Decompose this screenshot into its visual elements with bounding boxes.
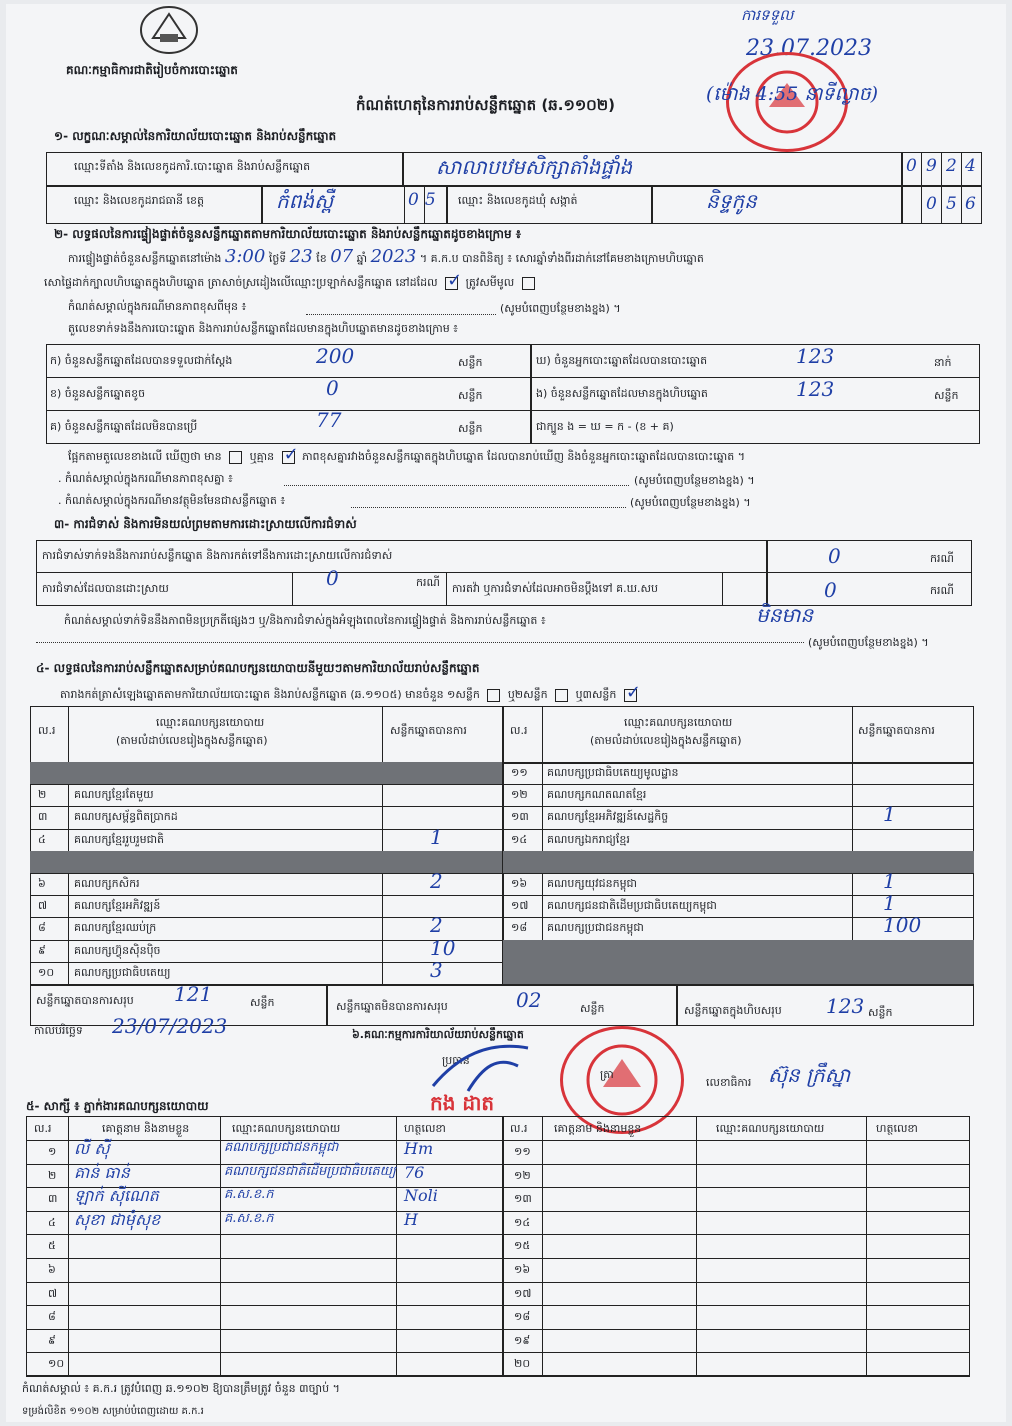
witness-name: គាន់ ធាន់ — [74, 1162, 130, 1182]
chair-signature — [428, 1036, 538, 1096]
party-row-name: គណបក្សកណតណតខ្មែរ — [547, 788, 647, 802]
party-row-votes: 10 — [430, 935, 456, 960]
section5-heading: ៥- សាក្សី ៖ ភ្នាក់ងារគណបក្សនយោបាយ — [26, 1099, 209, 1113]
col-party-right: ឈ្មោះគណបក្សនយោបាយ — [624, 716, 733, 729]
party-row-name: គណបក្សខ្មែរឈប់ក្រ — [74, 921, 157, 935]
count-c-value: 77 — [316, 408, 342, 432]
diff-no-checkbox[interactable] — [282, 451, 295, 464]
witness-row-no: ៣ — [48, 1192, 58, 1206]
objection-r2-unit2: ករណី — [930, 584, 954, 597]
chair-label: ប្រធាន — [442, 1054, 470, 1067]
w-col-no-left: ល.រ — [34, 1122, 52, 1135]
verify-line-3-note: (សូមបំពេញបន្ថែមខាងខ្នង) ។ — [500, 302, 621, 315]
col-party-left: ឈ្មោះគណបក្សនយោបាយ — [156, 716, 265, 729]
stamp-label: ត្រា — [600, 1068, 614, 1081]
witness-row-no-right: ១៩ — [514, 1333, 531, 1347]
party-row-votes: 1 — [883, 869, 896, 893]
party-row-no: ១៧ — [511, 899, 529, 913]
count-a-label: ក) ចំនួនសន្លឹកឆ្នោតដែលបានទទួលជាក់ស្តែង — [50, 354, 233, 367]
w-col-name-left: គោត្តនាម និងនាមខ្លួន — [102, 1122, 190, 1135]
chair-name: កង ដាត — [430, 1091, 495, 1115]
count-d-label: ឃ) ចំនួនអ្នកបោះឆ្នោតដែលបានបោះឆ្នោត — [536, 354, 708, 367]
org-name: គណៈកម្មាធិការជាតិរៀបចំការបោះឆ្នោត — [66, 63, 238, 77]
witness-row-no-right: ១២ — [514, 1168, 531, 1182]
witness-name: ឡាក់ ស៊ីណេត — [74, 1186, 159, 1206]
section4-sub: តារាងកត់ត្រាសំឡេងឆ្នោតតាមការិយាល័យបោះឆ្នោត និងរាប់សន្លឹកឆ្នោត (ឆ.១១០៥) មានចំនួន ១សន្លឹក ឬ២សន្លឹក ឬ៣សន្លឹក ✓ — [60, 688, 641, 704]
party-row-name: គណបក្សជនជាតិដើមប្រជាធិបតេយ្យកម្ពុជា — [547, 899, 717, 913]
witness-signature: Noli — [404, 1186, 438, 1206]
count-a-value: 200 — [316, 344, 355, 368]
count-d-value: 123 — [796, 344, 835, 368]
shaded-row — [30, 762, 502, 784]
party-row-no: ១៣ — [511, 810, 529, 824]
objection-note: កំណត់សម្គាល់ទាក់ទិននឹងភាពមិនប្រក្រតីផ្សេងៗ ឬ/និងការជំទាស់ក្នុងអំឡុងពេលនៃការផ្ទៀងផ្ទាត់ និងការរាប់សន្លឹកឆ្នោត ៖ — [64, 614, 546, 627]
witness-row-no: ៩ — [48, 1333, 56, 1347]
emblem-icon — [138, 4, 200, 56]
witness-row-no: ៧ — [48, 1286, 58, 1300]
objection-r2-unit: ករណី — [416, 576, 440, 589]
verify-line-3: កំណត់សម្គាល់ក្នុងករណីមានភាពខុសពីមុន ៖ — [68, 300, 247, 313]
witness-name: លី ស៊ី — [74, 1139, 110, 1158]
witness-row-no: ២ — [48, 1168, 57, 1182]
col-no-right: ល.រ — [510, 724, 528, 737]
note-diff-tail: (សូមបំពេញបន្ថែមខាងខ្នង) ។ — [634, 474, 755, 487]
objection-r1-value: 0 — [828, 544, 841, 568]
sum-invalid-label: សន្លឹកឆ្នោតមិនបានការសរុប — [336, 1000, 448, 1013]
party-row-votes: 2 — [430, 869, 443, 893]
witness-row-no-right: ១៨ — [514, 1310, 531, 1324]
province-value: កំពង់ស្ពឺ — [276, 189, 334, 213]
date-label: កាលបរិច្ឆេទ — [34, 1024, 83, 1037]
w-col-no-right: ល.រ — [510, 1122, 528, 1135]
sum-box-unit: សន្លឹក — [868, 1006, 893, 1019]
party-row-no: ១០ — [38, 965, 55, 979]
party-row-no: ៤ — [38, 832, 46, 846]
objection-r2-mid: ការតវ៉ា ឬការជំទាស់ដែលអាចមិនប្តឹងទៅ គ.ឃ.សប — [452, 582, 659, 595]
committee-label: ៦.គណៈកម្មការការិយាល័យរាប់សន្លឹកឆ្នោត — [352, 1028, 524, 1041]
party-row-name: គណបក្សហ៊្វុនស៊ិនប៉ិច — [74, 943, 161, 957]
party-row-no: ១៦ — [511, 877, 528, 890]
party-row-name: គណបក្សខ្មែរអភិវឌ្ឍន៍ — [74, 899, 161, 913]
location-label: ឈ្មោះទីតាំង និងលេខកូដការិ.បោះឆ្នោត និងរាប់សន្លឹកឆ្នោត — [74, 160, 311, 173]
party-row-no: ៦ — [38, 877, 46, 890]
diff-yes-checkbox[interactable] — [229, 451, 242, 464]
count-a-unit: សន្លឹក — [458, 356, 483, 369]
witness-row-no: ៦ — [48, 1263, 56, 1276]
party-row-no: ១៤ — [511, 832, 528, 846]
seal-intact-checkbox[interactable] — [445, 277, 458, 290]
footer-form: ទម្រង់លិខិត ១១០២ សម្រាប់បំពេញដោយ គ.ក.រ — [22, 1406, 204, 1417]
objection-r2-value: 0 — [326, 566, 339, 590]
witness-row-no-right: ១៥ — [514, 1239, 531, 1253]
objection-note-tail: (សូមបំពេញបន្ថែមខាងខ្នង) ។ — [808, 636, 929, 649]
commune-value: និទ្ទកូន — [706, 189, 757, 213]
received-label: ការទទួល — [741, 6, 794, 24]
sum-box-label: សន្លឹកឆ្នោតក្នុងហិបសរុប — [684, 1004, 782, 1017]
party-row-no: ៩ — [38, 943, 46, 957]
party-row-name: គណបក្សកសិករ — [74, 877, 140, 890]
secretary-label: លេខាធិការ — [706, 1076, 752, 1089]
party-row-no: ៨ — [38, 921, 46, 935]
witness-row-no-right: ១៣ — [514, 1192, 532, 1206]
note-objects-tail: (សូមបំពេញបន្ថែមខាងខ្នង) ។ — [630, 496, 751, 509]
witness-party: គណបក្សជនជាតិដើមប្រជាធិបតេយ្យ — [224, 1163, 396, 1179]
sum-valid-unit: សន្លឹក — [250, 996, 275, 1009]
count-c-unit: សន្លឹក — [458, 422, 483, 435]
location-code-0: 0 — [906, 156, 917, 176]
province-label: ឈ្មោះ និងលេខកូដរាជធានី ខេត្ត — [74, 194, 204, 207]
shaded-row — [503, 962, 974, 984]
secretary-name: ស៊ុន ក្រឹស្នា — [768, 1063, 851, 1087]
section2-heading: ២- លទ្ធផលនៃការផ្ទៀងផ្ទាត់ចំនួនសន្លឹកឆ្នោតតាមការិយាល័យបោះឆ្នោត និងរាប់សន្លឹកឆ្នោតដូចខាងក្រោម ៖ — [54, 227, 522, 241]
count-e-label: ង) ចំនួនសន្លឹកឆ្នោតដែលមានក្នុងហិបឆ្នោត — [536, 387, 708, 400]
party-row-votes: 3 — [430, 957, 443, 982]
sum-box-value: 123 — [826, 994, 865, 1018]
witness-signature: H — [404, 1209, 418, 1229]
party-row-name: គណបក្សខ្មែរតែមួយ — [74, 788, 154, 802]
shaded-row — [503, 851, 974, 873]
note-diff: . កំណត់សម្គាល់ក្នុងករណីមានភាពខុសគ្នា ៖ — [58, 472, 233, 485]
verify-line-4: តួលេខទាក់ទងនឹងការបោះឆ្នោត និងការរាប់សន្លឹកឆ្នោតដែលមានក្នុងហិបឆ្នោតមានដូចខាងក្រោម ៖ — [68, 322, 459, 335]
commune-code-0: 0 — [926, 194, 937, 214]
witness-signature: 76 — [404, 1162, 425, 1182]
count-e-unit: សន្លឹក — [934, 389, 959, 402]
objection-r1-unit: ករណី — [930, 552, 954, 565]
footer-note: កំណត់សម្គាល់ ៖ គ.ក.រ ត្រូវបំពេញ ឆ.១១០២ ឱ្យបានត្រឹមត្រូវ ចំនួន ៣ច្បាប់ ។ — [22, 1382, 340, 1395]
party-row-votes: 1 — [883, 891, 896, 916]
two-sheet-checkbox[interactable] — [555, 689, 568, 702]
count-c-label: គ) ចំនួនសន្លឹកឆ្នោតដែលមិនបានប្រើ — [50, 420, 198, 433]
col-no-left: ល.រ — [38, 724, 56, 737]
shaded-row — [503, 940, 974, 962]
col-party2-left: (តាមលំដាប់លេខរៀងក្នុងសន្លឹកឆ្នោត) — [116, 734, 268, 747]
count-formula: ជាក្បួន ង = ឃ = ក - (ខ + គ) — [536, 420, 674, 433]
party-row-name: គណបក្សប្រជាធិបតេយ្យមូលដ្ឋាន — [547, 766, 679, 779]
party-row-votes: 1 — [430, 824, 443, 849]
w-col-party-left: ឈ្មោះគណបក្សនយោបាយ — [232, 1122, 341, 1135]
sum-valid-value: 121 — [174, 982, 213, 1006]
seal-ok-checkbox[interactable] — [522, 277, 535, 290]
sum-valid-label: សន្លឹកឆ្នោតបានការសរុប — [36, 994, 134, 1007]
party-row-name: គណបក្សយុវជនកម្ពុជា — [547, 877, 638, 890]
party-row-name: គណបក្សឯករាជ្យខ្មែរ — [547, 832, 630, 846]
witness-row-no: ៤ — [48, 1215, 56, 1229]
section4-heading: ៤- លទ្ធផលនៃការរាប់សន្លឹកឆ្នោតសម្រាប់គណបក្សនយោបាយនីមួយៗតាមការិយាល័យរាប់សន្លឹកឆ្នោត — [36, 661, 480, 675]
form-title: កំណត់ហេតុនៃការរាប់សន្លឹកឆ្នោត (ឆ.១១០២) — [356, 96, 616, 114]
witness-party: គ.ស.ខ.ក — [224, 1187, 274, 1203]
w-col-sign-right: ហត្ថលេខា — [876, 1122, 918, 1135]
party-row-name: គណបក្សប្រជាធិបតេយ្យ — [74, 965, 171, 979]
count-b-label: ខ) ចំនួនសន្លឹកឆ្នោតខូច — [50, 387, 146, 400]
witness-party: គណបក្សប្រជាជនកម្ពុជា — [224, 1140, 339, 1155]
witness-row-no: ៥ — [48, 1239, 56, 1253]
one-sheet-checkbox[interactable] — [487, 689, 500, 702]
count-b-value: 0 — [326, 376, 339, 400]
witness-party: គ.ស.ខ.ក — [224, 1210, 274, 1226]
verify-line-2: សោផ្ទៃដាក់ក្បាលហិបឆ្នោតក្នុងហិបឆ្នោត ត្រាសាច់ស្រដៀងលើឈ្មោះប្រឡាក់សន្លឹកឆ្នោត នៅដដែល ✓ ត្រូវសមីមូល — [44, 276, 539, 292]
sum-invalid-value: 02 — [516, 988, 542, 1012]
province-code: 05 — [408, 190, 442, 210]
party-row-name: គណបក្សសម្ព័ន្ធពិតប្រាកដ — [74, 810, 178, 824]
note-objects: . កំណត់សម្គាល់ក្នុងករណីមានវត្ថុមិនមែនជាសន្លឹកឆ្នោត ៖ — [58, 494, 286, 507]
w-col-sign-left: ហត្ថលេខា — [404, 1122, 446, 1135]
commune-code-1: 5 — [946, 194, 957, 214]
location-code-3: 4 — [965, 156, 976, 176]
commune-label: ឈ្មោះ និងលេខកូដឃុំ សង្កាត់ — [458, 194, 578, 207]
party-row-no: ៣ — [38, 810, 48, 824]
witness-row-no: ១ — [48, 1145, 57, 1158]
w-col-name-right: គោត្តនាម និងនាមខ្លួន — [554, 1122, 642, 1135]
objection-r2-value2: 0 — [824, 578, 837, 602]
party-row-votes: 1 — [883, 802, 896, 827]
location-code-1: 9 — [926, 156, 937, 176]
witness-row-no-right: ១៦ — [514, 1263, 531, 1276]
witness-row-no-right: ១៧ — [514, 1286, 532, 1300]
party-row-no: ៧ — [38, 899, 48, 913]
section3-heading: ៣- ការជំទាស់ និងការមិនយល់ព្រមតាមការដោះស្រាយលើការជំទាស់ — [54, 517, 357, 531]
witness-row-no: ១០ — [48, 1357, 65, 1371]
witness-row-no: ៨ — [48, 1310, 56, 1324]
party-row-no: ១៨ — [511, 921, 528, 935]
witness-name: សុខា ជាមុំសុខ — [74, 1209, 161, 1229]
location-code-2: 2 — [946, 156, 957, 176]
received-date: 23.07.2023 — [746, 36, 872, 61]
witness-row-no-right: ២០ — [514, 1357, 531, 1371]
party-row-no: ១២ — [511, 788, 528, 802]
location-value: សាលាបឋមសិក្សាតាំងផ្ទាំង — [436, 155, 633, 179]
compare-line: ផ្អែកតាមតួលេខខាងលើ ឃើញថា មាន ឬគ្មាន ✓ ភាពខុសគ្នារវាងចំនួនសន្លឹកឆ្នោតក្នុងហិបឆ្នោត ដែលបានរាប់ឃើញ និងចំនួនអ្នកបោះឆ្នោតដែលបានបោះឆ្នោត ។ — [68, 450, 745, 466]
count-d-unit: នាក់ — [934, 356, 952, 369]
sum-invalid-unit: សន្លឹក — [580, 1002, 605, 1015]
commune-code-2: 6 — [965, 194, 976, 214]
party-row-votes: 100 — [883, 913, 922, 938]
party-row-no: ១១ — [511, 766, 528, 779]
party-row-no: ២ — [38, 788, 47, 802]
count-b-unit: សន្លឹក — [458, 389, 483, 402]
party-row-name: គណបក្សខ្មែររួបរួមជាតិ — [74, 832, 165, 846]
witness-row-no-right: ១៤ — [514, 1215, 531, 1229]
witness-row-no-right: ១១ — [514, 1145, 531, 1158]
objection-r2-label: ការជំទាស់ដែលបានដោះស្រាយ — [42, 582, 169, 595]
party-row-name: គណបក្សខ្មែរអភិវឌ្ឍន៍សេដ្ឋកិច្ច — [547, 810, 669, 824]
section1-heading: ១- លក្ខណៈសម្គាល់នៃការិយាល័យបោះឆ្នោត និងរាប់សន្លឹកឆ្នោត — [54, 129, 337, 143]
objection-note-value: មិនមាន — [756, 603, 814, 627]
party-row-votes: 2 — [430, 913, 443, 938]
objection-r1-label: ការជំទាស់ទាក់ទងនឹងការរាប់សន្លឹកឆ្នោត និងការកត់ទៅនឹងការដោះស្រាយលើការជំទាស់ — [42, 549, 393, 562]
col-votes-right: សន្លឹកឆ្នោតបានការ — [858, 724, 935, 737]
received-time: (ម៉ោង 4:55 នាទីល្ងាច) — [706, 83, 879, 105]
col-votes-left: សន្លឹកឆ្នោតបានការ — [390, 724, 467, 737]
w-col-party-right: ឈ្មោះគណបក្សនយោបាយ — [716, 1122, 825, 1135]
date-value: 23/07/2023 — [112, 1014, 228, 1038]
count-e-value: 123 — [796, 377, 835, 401]
party-row-name: គណបក្សប្រជាជនកម្ពុជា — [547, 921, 644, 935]
witness-signature: Hm — [404, 1139, 434, 1158]
witness-table — [26, 1116, 970, 1376]
verify-line-1: ការផ្ទៀងផ្ទាត់ចំនួនសន្លឹកឆ្នោតនៅម៉ោង 3:00 ថ្ងៃទី 23 ខែ 07 ឆ្នាំ 2023 ។ គ.ក.ប បានពិនិត្យ ៖ សោរឆ្នាំទាំងពីរដាក់នៅគែមខាងក្រោមហិបឆ្នោត — [68, 246, 704, 267]
col-party2-right: (តាមលំដាប់លេខរៀងក្នុងសន្លឹកឆ្នោត) — [590, 734, 742, 747]
three-sheet-checkbox[interactable] — [624, 689, 637, 702]
form-sheet — [6, 4, 1006, 1422]
